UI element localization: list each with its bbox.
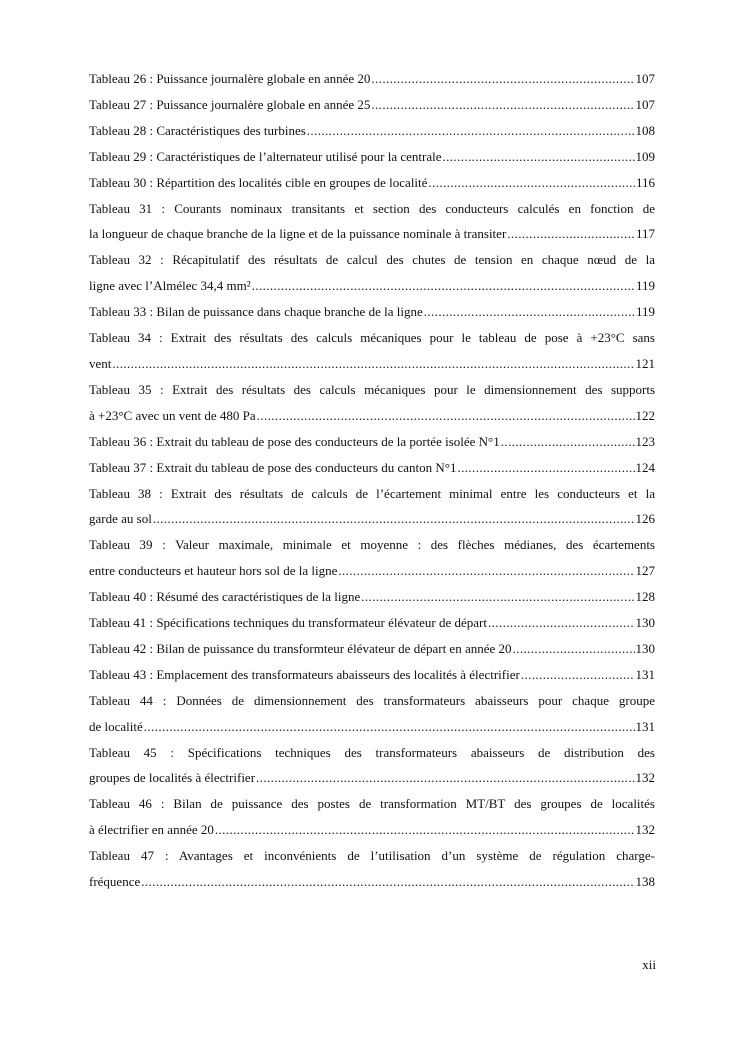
toc-entry-page: 126: [635, 511, 655, 527]
dot-leader: [112, 351, 634, 377]
table-of-tables-list: [89, 66, 655, 895]
dot-leader: [371, 66, 634, 92]
toc-entry-line: [89, 455, 655, 481]
dot-leader: [457, 455, 634, 481]
toc-entry-first-line: Tableau 45 : Spécifications techniques des transformateurs abaisseurs de distribution des: [89, 744, 655, 760]
toc-entry-first-line: Tableau 46 : Bilan de puissance des postes de transformation MT/BT des groupes de localités: [89, 796, 655, 812]
toc-entry[interactable]: [89, 584, 655, 610]
dot-leader: [257, 403, 635, 429]
dot-leader: [521, 662, 635, 688]
dot-leader: [307, 118, 635, 144]
toc-entry-title: Tableau 42 : Bilan de puissance du transformteur élévateur de départ en année 20: [89, 640, 512, 656]
toc-entry-title: groupes de localités à électrifier: [89, 770, 256, 786]
toc-entry-title: Tableau 28 : Caractéristiques des turbines: [89, 122, 306, 138]
dot-leader: [513, 636, 635, 662]
toc-entry-page: 107: [635, 96, 655, 112]
toc-entry[interactable]: [89, 662, 655, 688]
toc-entry-page: 122: [635, 407, 655, 423]
toc-entry[interactable]: [89, 532, 655, 584]
toc-entry-line: [89, 714, 655, 740]
toc-entry-line: [89, 765, 655, 791]
toc-entry-title: à électrifier en année 20: [89, 822, 214, 838]
toc-entry-page: 128: [635, 589, 655, 605]
toc-entry-line: [89, 403, 655, 429]
toc-entry-first-line: Tableau 34 : Extrait des résultats des calculs mécaniques pour le tableau de pose à +23°C sans: [89, 330, 655, 346]
toc-entry[interactable]: [89, 688, 655, 740]
toc-entry-title: Tableau 29 : Caractéristiques de l’alternateur utilisé pour la centrale: [89, 148, 442, 164]
toc-entry-title: vent: [89, 355, 112, 371]
toc-entry-page: 119: [635, 304, 655, 320]
toc-entry-line: [89, 506, 655, 532]
toc-entry-first-line: Tableau 35 : Extrait des résultats des calculs mécaniques pour le dimensionnement des supports: [89, 381, 655, 397]
toc-entry-line: [89, 869, 655, 895]
toc-entry[interactable]: [89, 791, 655, 843]
dot-leader: [153, 506, 635, 532]
toc-entry-title: entre conducteurs et hauteur hors sol de la ligne: [89, 563, 338, 579]
toc-entry-line: [89, 144, 655, 170]
toc-entry[interactable]: [89, 377, 655, 429]
toc-entry[interactable]: [89, 636, 655, 662]
toc-entry-line: [89, 429, 655, 455]
toc-entry-first-line: Tableau 38 : Extrait des résultats de calculs de l’écartement minimal entre les conducteurs et la: [89, 485, 655, 501]
dot-leader: [501, 429, 635, 455]
toc-entry-line: [89, 351, 655, 377]
toc-entry-page: 123: [635, 433, 655, 449]
toc-entry-line: [89, 662, 655, 688]
dot-leader: [488, 610, 635, 636]
toc-entry[interactable]: [89, 170, 655, 196]
toc-entry[interactable]: [89, 144, 655, 170]
toc-entry[interactable]: [89, 481, 655, 533]
dot-leader: [252, 273, 635, 299]
toc-entry[interactable]: [89, 299, 655, 325]
toc-entry-first-line: Tableau 32 : Récapitulatif des résultats de calcul des chutes de tension en chaque nœud de la: [89, 252, 655, 268]
toc-entry-page: 131: [635, 666, 655, 682]
toc-entry-title: Tableau 37 : Extrait du tableau de pose des conducteurs du canton N°1: [89, 459, 457, 475]
toc-entry[interactable]: [89, 325, 655, 377]
toc-entry-line: [89, 118, 655, 144]
toc-entry-page: 130: [635, 615, 655, 631]
toc-entry-page: 124: [635, 459, 655, 475]
toc-entry-page: 107: [635, 71, 655, 86]
toc-entry-title: Tableau 40 : Résumé des caractéristiques de la ligne: [89, 589, 361, 605]
toc-entry[interactable]: [89, 92, 655, 118]
toc-entry-title: de localité: [89, 718, 143, 734]
dot-leader: [215, 817, 635, 843]
toc-entry-page: 109: [635, 148, 655, 164]
toc-entry-page: 138: [635, 874, 655, 890]
toc-entry-line: [89, 584, 655, 610]
toc-entry-first-line: Tableau 47 : Avantages et inconvénients de l’utilisation d’un système de régulation charge-: [89, 848, 655, 864]
toc-entry-title: Tableau 30 : Répartition des localités cible en groupes de localité: [89, 174, 428, 190]
page-number: xii: [642, 957, 656, 972]
toc-entry-line: [89, 170, 655, 196]
toc-entry-line: [89, 66, 655, 92]
toc-entry-title: Tableau 36 : Extrait du tableau de pose des conducteurs de la portée isolée N°1: [89, 433, 500, 449]
toc-entry-page: 131: [635, 718, 655, 734]
toc-entry-title: Tableau 27 : Puissance journalère globale en année 25: [89, 96, 371, 112]
toc-entry-page: 116: [635, 174, 655, 190]
toc-entry-page: 130: [635, 640, 655, 656]
toc-entry-first-line: Tableau 31 : Courants nominaux transitants et section des conducteurs calculés en fonction de: [89, 200, 655, 216]
toc-entry-line: [89, 92, 655, 118]
toc-entry-title: Tableau 43 : Emplacement des transformateurs abaisseurs des localités à électrifier: [89, 666, 520, 682]
dot-leader: [141, 869, 634, 895]
dot-leader: [371, 92, 634, 118]
toc-entry-first-line: Tableau 44 : Données de dimensionnement des transformateurs abaisseurs pour chaque groupe: [89, 692, 655, 708]
toc-entry[interactable]: [89, 247, 655, 299]
toc-entry-first-line: Tableau 39 : Valeur maximale, minimale et moyenne : des flèches médianes, des écartements: [89, 537, 655, 553]
toc-entry-title: la longueur de chaque branche de la ligne et de la puissance nominale à transiter: [89, 226, 507, 242]
toc-entry-line: [89, 610, 655, 636]
toc-entry[interactable]: [89, 740, 655, 792]
toc-entry[interactable]: [89, 118, 655, 144]
toc-entry-title: Tableau 26 : Puissance journalère globale en année 20: [89, 71, 371, 86]
toc-entry[interactable]: [89, 196, 655, 248]
dot-leader: [507, 221, 635, 247]
toc-entry-line: [89, 299, 655, 325]
toc-entry-title: à +23°C avec un vent de 480 Pa: [89, 407, 256, 423]
toc-entry-title: garde au sol: [89, 511, 152, 527]
toc-entry[interactable]: [89, 843, 655, 895]
toc-entry-title: Tableau 41 : Spécifications techniques du transformateur élévateur de départ: [89, 615, 487, 631]
toc-entry-page: 121: [635, 355, 655, 371]
toc-entry-line: [89, 636, 655, 662]
dot-leader: [428, 170, 635, 196]
toc-entry[interactable]: [89, 455, 655, 481]
dot-leader: [442, 144, 634, 170]
toc-entry-page: 119: [635, 278, 655, 294]
dot-leader: [424, 299, 635, 325]
toc-entry-page: 117: [635, 226, 655, 242]
toc-entry-line: [89, 817, 655, 843]
toc-entry-line: [89, 221, 655, 247]
toc-entry-title: ligne avec l’Almélec 34,4 mm²: [89, 278, 251, 294]
toc-entry-title: Tableau 33 : Bilan de puissance dans chaque branche de la ligne: [89, 304, 423, 320]
toc-entry-line: [89, 558, 655, 584]
toc-entry-page: 108: [635, 122, 655, 138]
dot-leader: [144, 714, 635, 740]
toc-entry[interactable]: [89, 429, 655, 455]
dot-leader: [338, 558, 634, 584]
toc-entry-page: 132: [635, 770, 655, 786]
dot-leader: [256, 765, 634, 791]
toc-entry-page: 127: [635, 563, 655, 579]
dot-leader: [361, 584, 634, 610]
toc-entry[interactable]: [89, 66, 655, 92]
toc-entry[interactable]: [89, 610, 655, 636]
toc-entry-title: fréquence: [89, 874, 141, 890]
toc-entry-line: [89, 273, 655, 299]
toc-entry-page: 132: [635, 822, 655, 838]
